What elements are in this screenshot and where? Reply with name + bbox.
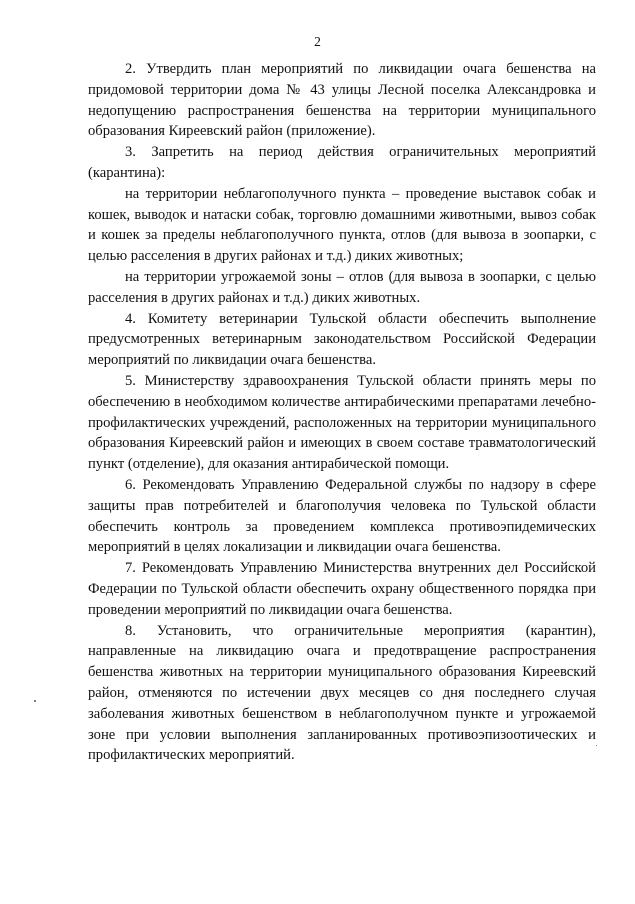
page-number: 2 [314, 34, 321, 49]
paragraph-item-3-subitem-2: на территории угрожаемой зоны – отлов (для вывоза в зоопарки, с целью расселения в других районах и т.д.) диких животных. [88, 268, 596, 306]
document-body [88, 59, 596, 766]
paragraph-item-8: 8. Установить, что ограничительные мероприятия (карантин), направленные на ликвидацию очага и предотвращение распространения бешенства животных на территории муниципального образования Киреевский район, отменяются по истечении двух месяцев со дня последнего случая заболевания животных бешенством в неблагополучном пункте и угрожаемой зоне при условии выполнения запланированных противоэпизоотических и профилактических мероприятий. [88, 622, 596, 764]
scan-speck [596, 745, 597, 746]
paragraph-item-6: 6. Рекомендовать Управлению Федеральной службы по надзору в сфере защиты прав потребителей и благополучия человека по Тульской области обеспечить контроль за проведением комплекса противоэпидемических мероприятий в целях локализации и ликвидации очага бешенства. [88, 476, 596, 556]
paragraph-item-2: 2. Утвердить план мероприятий по ликвидации очага бешенства на придомовой территории дома № 43 улицы Лесной поселка Александровка и недопущению распространения бешенства на территории муниципального образования Киреевский район (приложение). [88, 61, 596, 140]
scan-speck [34, 700, 36, 702]
paragraph-item-3-subitem-1: на территории неблагополучного пункта – проведение выставок собак и кошек, выводок и натаски собак, торговлю домашними животными, вывоз собак и кошек за пределы неблагополучного пункта, отлов (для вывоза в зоопарки, с целью расселения в других районах и т.д.) диких животных; [88, 185, 596, 265]
paragraph-item-3: 3. Запретить на период действия ограничительных мероприятий (карантина): [88, 144, 596, 181]
paragraph-item-7: 7. Рекомендовать Управлению Министерства внутренних дел Российской Федерации по Тульской области обеспечить охрану общественного порядка при проведении мероприятий по ликвидации очага бешенства. [88, 560, 596, 618]
paragraph-item-5: 5. Министерству здравоохранения Тульской области принять меры по обеспечению в необходимом количестве антирабическими препаратами лечебно-профилактических учреждений, расположенных на территории муниципального образования Киреевский район и имеющих в своем составе травматологический пункт (отделение), для оказания антирабической помощи. [88, 372, 596, 473]
paragraph-item-4: 4. Комитету ветеринарии Тульской области обеспечить выполнение предусмотренных ветеринарным законодательством Российской Федерации мероприятий по ликвидации очага бешенства. [88, 310, 596, 369]
